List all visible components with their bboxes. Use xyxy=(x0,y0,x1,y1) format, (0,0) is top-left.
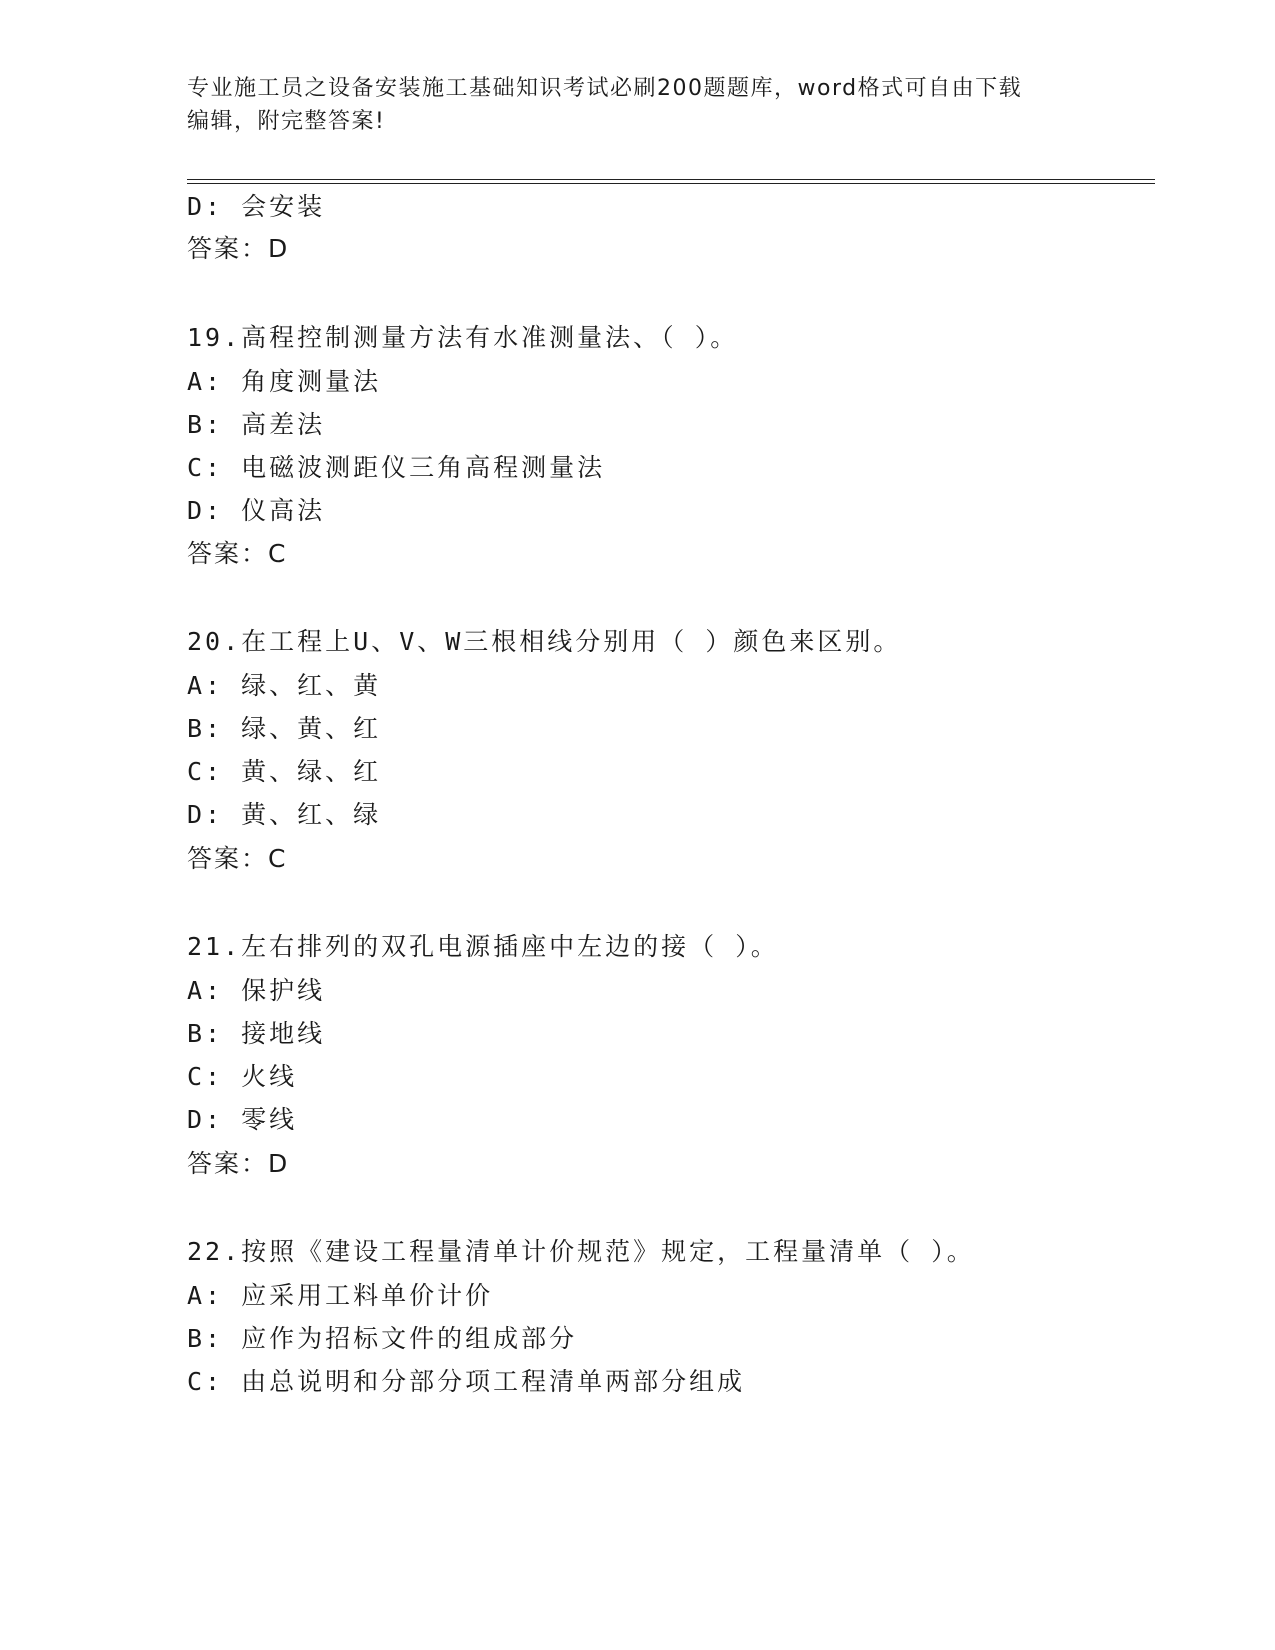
option-text: A: 应采用工料单价计价 xyxy=(187,1281,494,1310)
answer-label: 答案： xyxy=(187,234,269,263)
header-title-line-2: 编辑，附完整答案! xyxy=(187,109,386,134)
header-rule-top xyxy=(187,179,1155,180)
header-title-line-1: 专业施工员之设备安装施工基础知识考试必刷200题题库，word格式可自由下载 xyxy=(187,76,1023,101)
answer-label: 答案： xyxy=(187,844,269,873)
answer-line xyxy=(187,232,288,266)
option-text: A: 绿、红、黄 xyxy=(187,671,382,700)
option-text: B: 接地线 xyxy=(187,1019,326,1048)
question-text: 19.高程控制测量方法有水准测量法、（ ）。 xyxy=(187,323,739,352)
option-text: C: 黄、绿、红 xyxy=(187,757,382,786)
answer-value: D xyxy=(268,1149,289,1178)
option-text: C: 电磁波测距仪三角高程测量法 xyxy=(187,453,606,482)
answer-value: C xyxy=(268,539,287,568)
answer-value: C xyxy=(268,844,287,873)
question-text: 22.按照《建设工程量清单计价规范》规定，工程量清单（ ）。 xyxy=(187,1237,975,1266)
answer-line xyxy=(187,842,286,876)
option-text: D: 黄、红、绿 xyxy=(187,800,382,829)
option-text: B: 绿、黄、红 xyxy=(187,714,382,743)
answer-label: 答案： xyxy=(187,539,269,568)
option-text: B: 应作为招标文件的组成部分 xyxy=(187,1324,578,1353)
header-rule-bottom xyxy=(187,183,1155,184)
page-header xyxy=(187,72,1067,138)
option-text: A: 角度测量法 xyxy=(187,367,382,396)
option-text: A: 保护线 xyxy=(187,976,326,1005)
answer-value: D xyxy=(268,234,289,263)
option-text: B: 高差法 xyxy=(187,410,326,439)
question-text: 21.左右排列的双孔电源插座中左边的接（ ）。 xyxy=(187,932,779,961)
question-text: 20.在工程上U、V、W三根相线分别用（ ）颜色来区别。 xyxy=(187,627,902,656)
answer-line xyxy=(187,1147,288,1181)
option-text: C: 由总说明和分部分项工程清单两部分组成 xyxy=(187,1367,746,1396)
option-text: D: 会安装 xyxy=(187,192,326,221)
answer-label: 答案： xyxy=(187,1149,269,1178)
option-text: D: 仪高法 xyxy=(187,496,326,525)
answer-line xyxy=(187,537,286,571)
option-text: C: 火线 xyxy=(187,1062,298,1091)
option-text: D: 零线 xyxy=(187,1105,298,1134)
